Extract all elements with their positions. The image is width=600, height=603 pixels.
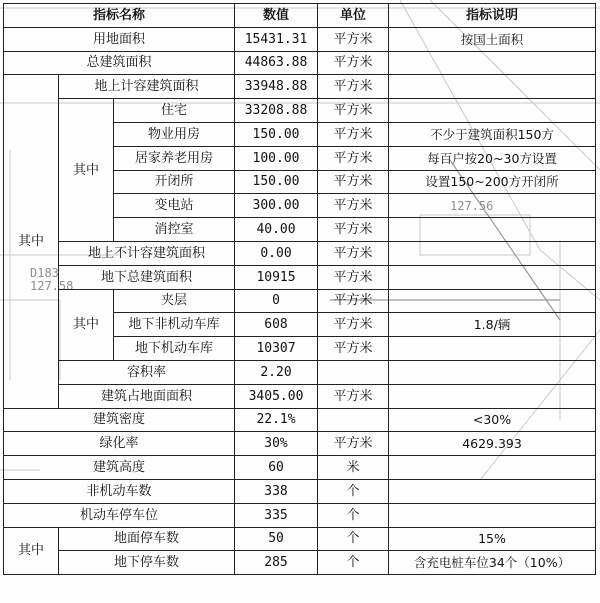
row-value: 15431.31 bbox=[235, 27, 318, 51]
row-name: 居家养老用房 bbox=[114, 146, 235, 170]
row-name: 地上计容建筑面积 bbox=[59, 75, 235, 99]
row-name: 地下停车数 bbox=[59, 551, 235, 575]
row-note bbox=[389, 360, 596, 384]
row-unit: 平方米 bbox=[318, 337, 389, 361]
table-row bbox=[4, 27, 596, 51]
table-row bbox=[4, 408, 596, 432]
row-name: 总建筑面积 bbox=[4, 51, 235, 75]
table-header-row bbox=[4, 4, 596, 28]
table-row bbox=[4, 265, 596, 289]
row-note: 设置150~200方开闭所 bbox=[389, 170, 596, 194]
row-name: 用地面积 bbox=[4, 27, 235, 51]
row-note: 不少于建筑面积150方 bbox=[389, 122, 596, 146]
group-label-outer: 其中 bbox=[4, 75, 59, 408]
row-name: 地下机动车库 bbox=[114, 337, 235, 361]
row-name: 住宅 bbox=[114, 99, 235, 123]
row-name: 地下非机动车库 bbox=[114, 313, 235, 337]
row-unit: 平方米 bbox=[318, 289, 389, 313]
table-row bbox=[4, 360, 596, 384]
row-note: 含充电桩车位34个（10%） bbox=[389, 551, 596, 575]
row-name: 非机动车数 bbox=[4, 479, 235, 503]
row-value: 0 bbox=[235, 289, 318, 313]
row-value: 30% bbox=[235, 432, 318, 456]
bg-label-elev-left: 127.58 bbox=[30, 279, 74, 293]
row-name: 夹层 bbox=[114, 289, 235, 313]
bg-label-d183: D183 bbox=[30, 266, 59, 280]
row-note bbox=[389, 241, 596, 265]
row-value: 50 bbox=[235, 527, 318, 551]
group-label-parking: 其中 bbox=[4, 527, 59, 575]
row-value: 33208.88 bbox=[235, 99, 318, 123]
table-row bbox=[4, 456, 596, 480]
table-row bbox=[4, 241, 596, 265]
bg-label-elev-right: 127.56 bbox=[450, 199, 494, 213]
row-value: 22.1% bbox=[235, 408, 318, 432]
row-value: 10915 bbox=[235, 265, 318, 289]
row-note bbox=[389, 289, 596, 313]
row-unit: 米 bbox=[318, 456, 389, 480]
row-note bbox=[389, 99, 596, 123]
row-name: 变电站 bbox=[114, 194, 235, 218]
row-value: 60 bbox=[235, 456, 318, 480]
row-name: 绿化率 bbox=[4, 432, 235, 456]
table-row bbox=[4, 503, 596, 527]
row-unit: 个 bbox=[318, 503, 389, 527]
row-value: 40.00 bbox=[235, 218, 318, 242]
table-row bbox=[4, 479, 596, 503]
row-note bbox=[389, 337, 596, 361]
row-name: 地面停车数 bbox=[59, 527, 235, 551]
row-unit: 平方米 bbox=[318, 27, 389, 51]
row-note bbox=[389, 265, 596, 289]
row-name: 建筑占地面面积 bbox=[59, 384, 235, 408]
indicator-table bbox=[3, 3, 596, 575]
row-unit: 平方米 bbox=[318, 384, 389, 408]
row-unit bbox=[318, 360, 389, 384]
table-row bbox=[4, 75, 596, 99]
table-row bbox=[4, 384, 596, 408]
row-value: 150.00 bbox=[235, 170, 318, 194]
row-value: 100.00 bbox=[235, 146, 318, 170]
row-value: 33948.88 bbox=[235, 75, 318, 99]
row-note: 1.8/辆 bbox=[389, 313, 596, 337]
row-unit bbox=[318, 408, 389, 432]
row-unit: 平方米 bbox=[318, 432, 389, 456]
table-row bbox=[4, 432, 596, 456]
row-name: 建筑密度 bbox=[4, 408, 235, 432]
row-unit: 平方米 bbox=[318, 218, 389, 242]
row-note: 4629.393 bbox=[389, 432, 596, 456]
row-value: 300.00 bbox=[235, 194, 318, 218]
row-note bbox=[389, 51, 596, 75]
row-unit: 平方米 bbox=[318, 146, 389, 170]
table-row bbox=[4, 51, 596, 75]
group-label-underground: 其中 bbox=[59, 289, 114, 360]
row-unit: 个 bbox=[318, 479, 389, 503]
row-note: 每百户按20~30方设置 bbox=[389, 146, 596, 170]
row-unit: 个 bbox=[318, 551, 389, 575]
table-row bbox=[4, 99, 596, 123]
row-value: 3405.00 bbox=[235, 384, 318, 408]
row-unit: 平方米 bbox=[318, 313, 389, 337]
group-label-above: 其中 bbox=[59, 99, 114, 242]
row-unit: 平方米 bbox=[318, 265, 389, 289]
table-row bbox=[4, 527, 596, 551]
row-unit: 个 bbox=[318, 527, 389, 551]
row-unit: 平方米 bbox=[318, 122, 389, 146]
row-note bbox=[389, 194, 596, 218]
table-row bbox=[4, 289, 596, 313]
row-note bbox=[389, 75, 596, 99]
row-note: <30% bbox=[389, 408, 596, 432]
header-value: 数值 bbox=[235, 4, 318, 28]
row-name: 建筑高度 bbox=[4, 456, 235, 480]
row-note bbox=[389, 384, 596, 408]
row-note: 15% bbox=[389, 527, 596, 551]
row-value: 150.00 bbox=[235, 122, 318, 146]
row-value: 0.00 bbox=[235, 241, 318, 265]
row-value: 2.20 bbox=[235, 360, 318, 384]
row-unit: 平方米 bbox=[318, 75, 389, 99]
header-unit: 单位 bbox=[318, 4, 389, 28]
row-unit: 平方米 bbox=[318, 194, 389, 218]
row-value: 44863.88 bbox=[235, 51, 318, 75]
row-name: 机动车停车位 bbox=[4, 503, 235, 527]
row-name: 容积率 bbox=[59, 360, 235, 384]
row-name: 物业用房 bbox=[114, 122, 235, 146]
header-note: 指标说明 bbox=[389, 4, 596, 28]
row-name: 地下总建筑面积 bbox=[59, 265, 235, 289]
row-unit: 平方米 bbox=[318, 99, 389, 123]
row-note bbox=[389, 456, 596, 480]
row-unit: 平方米 bbox=[318, 241, 389, 265]
row-value: 285 bbox=[235, 551, 318, 575]
row-value: 608 bbox=[235, 313, 318, 337]
row-note: 按国土面积 bbox=[389, 27, 596, 51]
row-value: 338 bbox=[235, 479, 318, 503]
row-note bbox=[389, 218, 596, 242]
row-note bbox=[389, 479, 596, 503]
row-value: 10307 bbox=[235, 337, 318, 361]
row-note bbox=[389, 503, 596, 527]
row-unit: 平方米 bbox=[318, 51, 389, 75]
row-name: 消控室 bbox=[114, 218, 235, 242]
row-name: 地上不计容建筑面积 bbox=[59, 241, 235, 265]
header-name: 指标名称 bbox=[4, 4, 235, 28]
row-value: 335 bbox=[235, 503, 318, 527]
table-row bbox=[4, 551, 596, 575]
row-name: 开闭所 bbox=[114, 170, 235, 194]
row-unit: 平方米 bbox=[318, 170, 389, 194]
